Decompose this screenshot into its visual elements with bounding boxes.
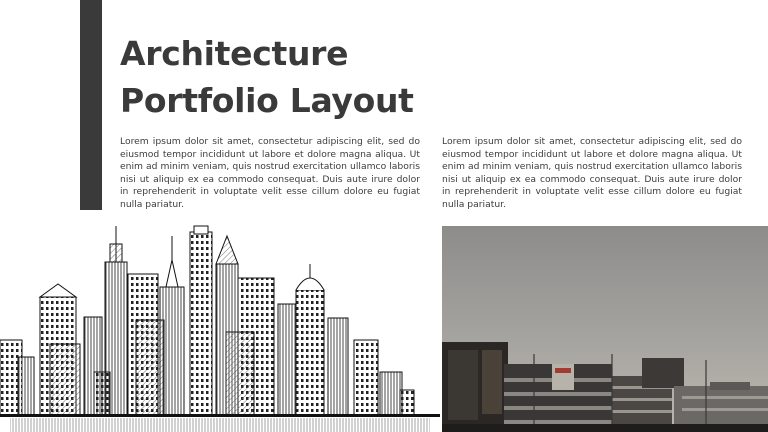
right-column-text: Lorem ipsum dolor sit amet, consectetur adipiscing elit, sed do eiusmod tempor incididunt ut labore et dolore magna aliqua. Ut enim ad minim veniam, quis nostrud exercitation ullamco laboris nisi ut aliquip ex ea commodo consequat. Duis aute irure dolor in reprehenderit in voluptate velit esse cillum dolore eu fugiat nulla pariatur. — [442, 136, 742, 210]
slide-title-line-2: Portfolio Layout — [120, 81, 414, 120]
building-photo — [442, 226, 768, 432]
slide-title-line-1: Architecture — [120, 34, 349, 73]
city-skyline-sketch — [0, 222, 440, 432]
slide-title — [120, 30, 414, 124]
left-column-text: Lorem ipsum dolor sit amet, consectetur adipiscing elit, sed do eiusmod tempor incididunt ut labore et dolore magna aliqua. Ut enim ad minim veniam, quis nostrud exercitation ullamco laboris nisi ut aliquip ex ea commodo consequat. Duis aute irure dolor in reprehenderit in voluptate velit esse cillum dolore eu fugiat nulla pariatur. — [120, 136, 420, 210]
title-accent-bar — [80, 0, 102, 210]
